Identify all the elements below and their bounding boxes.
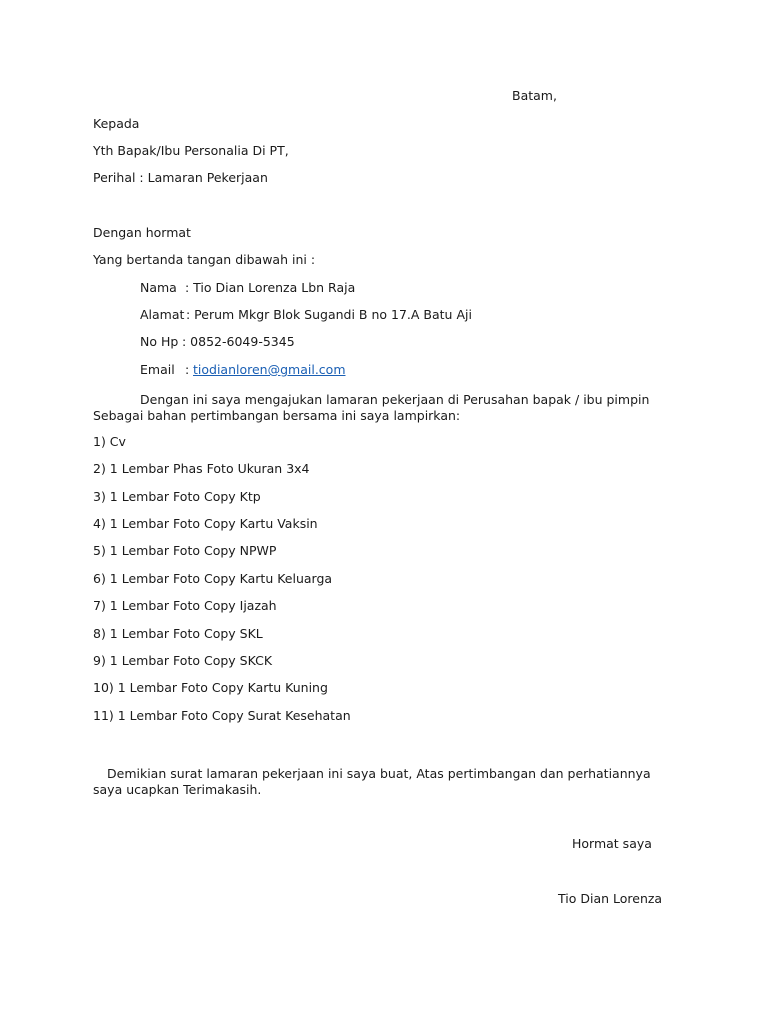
attachment-item: 8) 1 Lembar Foto Copy SKL (93, 626, 263, 641)
name-value: : Tio Dian Lorenza Lbn Raja (185, 280, 356, 295)
recipient-addressee: Yth Bapak/Ibu Personalia Di PT, (93, 143, 289, 158)
intro-line: Yang bertanda tangan dibawah ini : (93, 252, 316, 267)
attachment-item: 3) 1 Lembar Foto Copy Ktp (93, 489, 261, 504)
email-colon: : (185, 362, 190, 377)
phone-label: No Hp (140, 334, 179, 349)
attachment-item: 11) 1 Lembar Foto Copy Surat Kesehatan (93, 708, 351, 723)
subject-line: Perihal : Lamaran Pekerjaan (93, 170, 268, 185)
attachment-item: 6) 1 Lembar Foto Copy Kartu Keluarga (93, 571, 333, 586)
attachment-item: 9) 1 Lembar Foto Copy SKCK (93, 653, 273, 668)
attachment-item: 4) 1 Lembar Foto Copy Kartu Vaksin (93, 516, 318, 531)
regards: Hormat saya (572, 836, 652, 851)
body-paragraph-line1: Dengan ini saya mengajukan lamaran pekerjaan di Perusahan bapak / ibu pimpin (140, 392, 650, 407)
attachment-item: 7) 1 Lembar Foto Copy Ijazah (93, 598, 277, 613)
phone-value: : 0852-6049-5345 (182, 334, 295, 349)
attachment-item: 2) 1 Lembar Phas Foto Ukuran 3x4 (93, 461, 310, 476)
attachment-item: 1) Cv (93, 434, 126, 449)
recipient-to: Kepada (93, 116, 140, 131)
closing-line2: saya ucapkan Terimakasih. (93, 782, 262, 797)
email-link[interactable]: tiodianloren@gmail.com (193, 362, 346, 377)
place-date: Batam, (512, 88, 557, 103)
greeting: Dengan hormat (93, 225, 191, 240)
email-label: Email (140, 362, 175, 377)
signature-name: Tio Dian Lorenza (558, 891, 663, 906)
address-value: : Perum Mkgr Blok Sugandi B no 17.A Batu Aji (186, 307, 472, 322)
closing-line1: Demikian surat lamaran pekerjaan ini saya buat, Atas pertimbangan dan perhatiannya (107, 766, 651, 781)
address-label: Alamat (140, 307, 185, 322)
attachment-item: 5) 1 Lembar Foto Copy NPWP (93, 543, 277, 558)
attachment-item: 10) 1 Lembar Foto Copy Kartu Kuning (93, 680, 328, 695)
body-paragraph-line2: Sebagai bahan pertimbangan bersama ini saya lampirkan: (93, 408, 461, 423)
name-label: Nama (140, 280, 177, 295)
